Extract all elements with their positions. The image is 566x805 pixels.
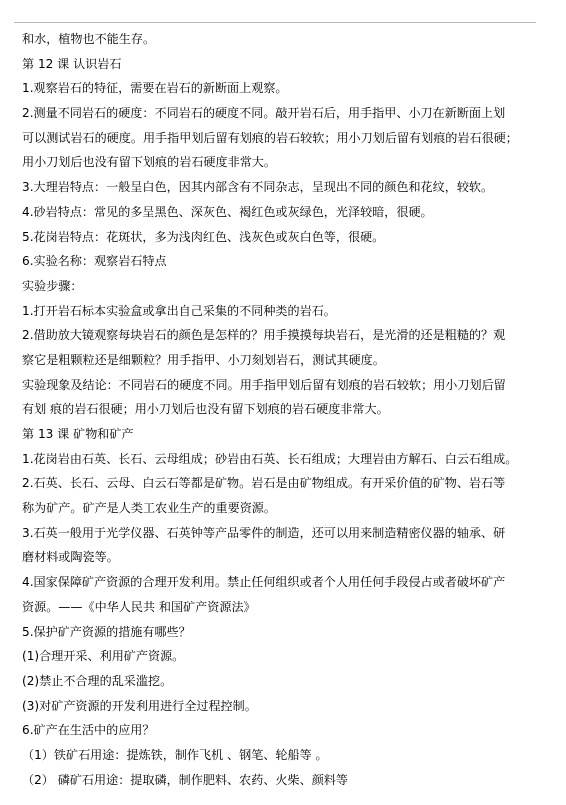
text-line: 5.保护矿产资源的措施有哪些？ (22, 624, 191, 639)
text-line: 2.测量不同岩石的硬度：不同岩石的硬度不同。敲开岩石后，用手指甲、小刀在新断面上划 (22, 106, 506, 121)
text-line: 察它是粗颗粒还是细颗粒？用手指甲、小刀刻划岩石，测试其硬度。 (22, 352, 385, 367)
text-line: 6.矿产在生活中的应用？ (22, 723, 155, 738)
text-line: 3.石英一般用于光学仪器、石英钟等产品零件的制造，还可以用来制造精密仪器的轴承、研 (22, 525, 506, 540)
text-line: 4.砂岩特点：常见的多呈黑色、深灰色、褐红色或灰绿色，光泽较暗，很硬。 (22, 204, 433, 219)
text-line: (2)禁止不合理的乱采滥挖。 (22, 673, 173, 688)
lesson-13-heading: 第 13 课 矿物和矿产 (22, 427, 134, 441)
document-body (22, 27, 542, 792)
text-line: 2.借助放大镜观察每块岩石的颜色是怎样的？用手摸摸每块岩石，是光滑的还是粗糙的？观 (22, 328, 506, 343)
text-line: 1.花岗岩由石英、长石、云母组成；砂岩由石英、长石组成；大理岩由方解石、白云石组成。 (22, 451, 518, 466)
text-line: 磨材料或陶瓷等。 (22, 550, 119, 565)
text-line: 有划 痕的岩石很硬；用小刀划后也没有留下划痕的岩石硬度非常大。 (22, 402, 389, 417)
text-line: （1）铁矿石用途：提炼铁，制作飞机 、钢笔、轮船等 。 (22, 747, 328, 762)
text-line: 实验步骤： (22, 278, 83, 293)
text-line: 实验现象及结论：不同岩石的硬度不同。用手指甲划后留有划痕的岩石较软；用小刀划后留 (22, 377, 506, 392)
text-line: 5.花岗岩特点：花斑状，多为浅肉红色、浅灰色或灰白色等，很硬。 (22, 229, 385, 244)
text-line: 6.实验名称：观察岩石特点 (22, 254, 167, 269)
text-line: 2.石英、长石、云母、白云石等都是矿物。岩石是由矿物组成。有开采价值的矿物、岩石等 (22, 476, 506, 491)
text-line: 资源。——《中华人民共 和国矿产资源法》 (22, 599, 256, 614)
text-line: 3.大理岩特点：一般呈白色，因其内部含有不同杂志，呈现出不同的颜色和花纹，较软。 (22, 180, 494, 195)
text-line: 1.观察岩石的特征，需要在岩石的新断面上观察。 (22, 81, 288, 96)
text-line: 称为矿产。矿产是人类工农业生产的重要资源。 (22, 501, 276, 516)
text-line: 和水，植物也不能生存。 (22, 32, 156, 46)
text-line: (1)合理开采、利用矿产资源。 (22, 649, 185, 664)
text-line: 可以测试岩石的硬度。用手指甲划后留有划痕的岩石较软；用小刀划后留有划痕的岩石很硬； (22, 130, 518, 145)
text-line: 用小刀划后也没有留下划痕的岩石硬度非常大。 (22, 155, 276, 170)
top-divider (14, 22, 536, 23)
text-line: 4.国家保障矿产资源的合理开发利用。禁止任何组织或者个人用任何手段侵占或者破坏矿产 (22, 575, 506, 590)
text-line: (3)对矿产资源的开发利用进行全过程控制。 (22, 698, 257, 713)
lesson-12-heading: 第 12 课 认识岩石 (22, 56, 122, 71)
text-line: 1.打开岩石标本实验盒或拿出自己采集的不同种类的岩石。 (22, 303, 336, 318)
text-line: （2） 磷矿石用途：提取磷，制作肥料、农药、火柴、颜料等 (22, 772, 348, 787)
